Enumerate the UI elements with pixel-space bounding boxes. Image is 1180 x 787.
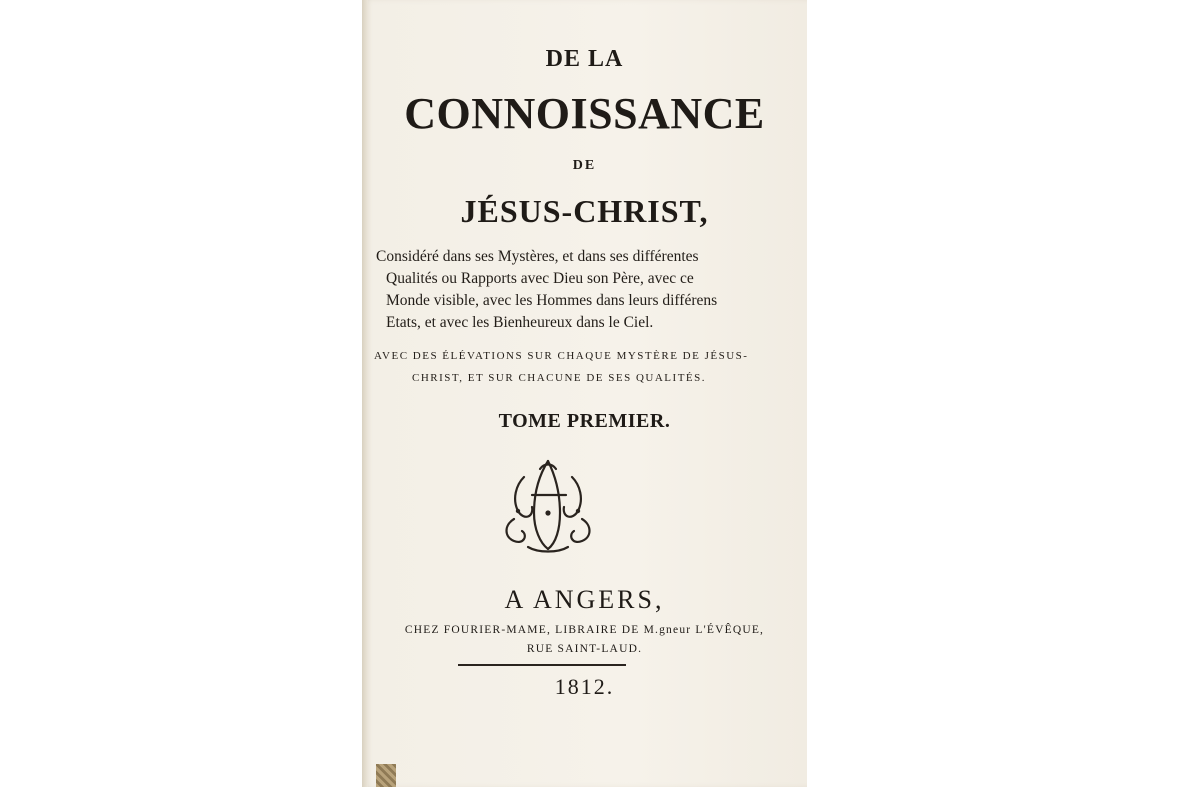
description-line: Etats, et avec les Bienheureux dans le Ciel. <box>386 314 654 331</box>
imprint-street: RUE SAINT-LAUD. <box>526 643 643 655</box>
imprint-place: A ANGERS, <box>504 585 665 614</box>
imprint-publisher: CHEZ FOURIER-MAME, LIBRAIRE DE M.gneur L'ÉVÊQUE, <box>404 624 765 636</box>
imprint-year: 1812. <box>554 674 615 699</box>
volume-label: TOME PREMIER. <box>498 410 671 432</box>
imprint-rule <box>458 664 626 666</box>
title-jesus-christ: JÉSUS-CHRIST, <box>460 193 709 229</box>
elevations-line: AVEC DES ÉLÉVATIONS SUR CHAQUE MYSTÈRE DE JÉSUS- <box>374 350 749 362</box>
title-de: DE <box>572 158 597 173</box>
description-line: Qualités ou Rapports avec Dieu son Père, avec ce <box>386 270 694 287</box>
description-line: Monde visible, avec les Hommes dans leurs différens <box>386 292 718 309</box>
title-de-la: DE LA <box>545 46 624 72</box>
title-page <box>362 0 807 787</box>
description-line: Considéré dans ses Mystères, et dans ses différentes <box>376 248 699 265</box>
bookmark-ribbon <box>376 764 396 787</box>
monogram-ornament-icon <box>494 455 602 555</box>
title-connoissance: CONNOISSANCE <box>404 89 765 138</box>
elevations-line: CHRIST, ET SUR CHACUNE DE SES QUALITÉS. <box>412 372 706 384</box>
